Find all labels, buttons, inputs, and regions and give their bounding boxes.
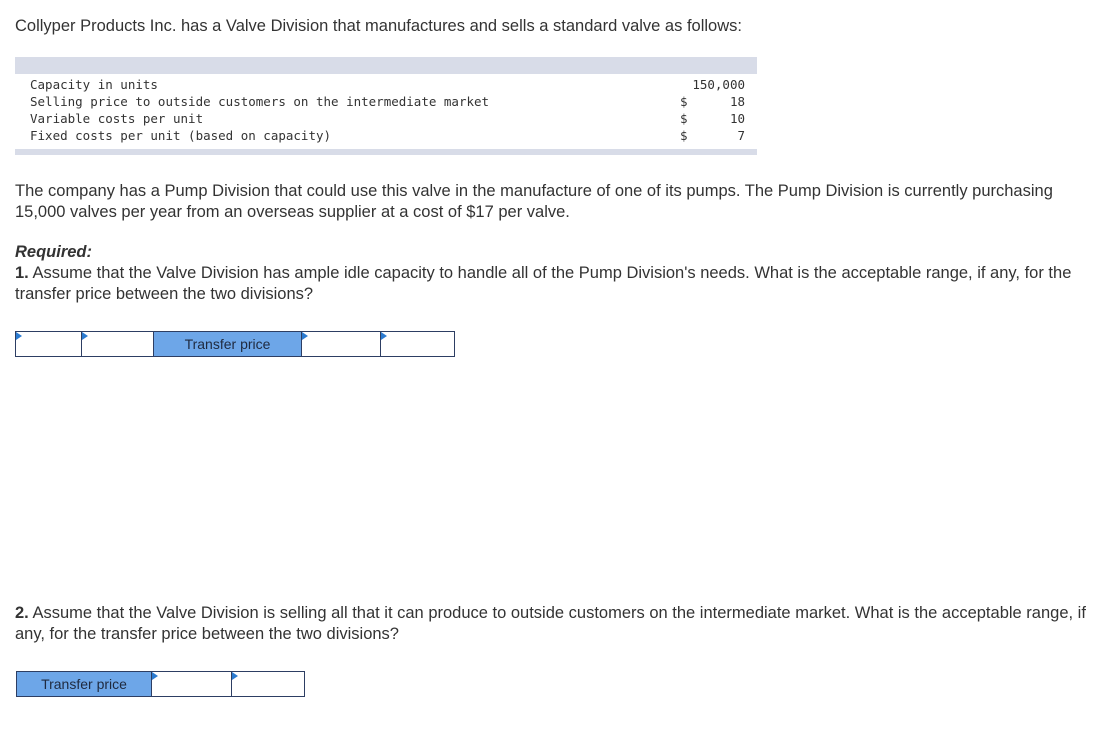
- answer-1-input-3[interactable]: [302, 332, 380, 356]
- table-rows: [15, 76, 757, 144]
- question-1-number: 1.: [15, 264, 29, 282]
- table-row: [15, 127, 757, 144]
- answer-2-condition-cell[interactable]: [151, 671, 232, 697]
- answer-1-lower-value-cell[interactable]: [81, 331, 154, 357]
- table-row: [15, 110, 757, 127]
- row-currency: $: [680, 111, 688, 126]
- answer-2-row: [16, 671, 305, 697]
- question-1-text: Assume that the Valve Division has ample idle capacity to handle all of the Pump Division's needs. What is the acceptable range, if any, for the transfer price between the two divisions?: [15, 264, 1072, 303]
- answer-2-input-1[interactable]: [152, 672, 231, 696]
- answer-1-input-2[interactable]: [82, 332, 153, 356]
- table-bottom-band: [15, 149, 757, 155]
- answer-1-row: [15, 331, 455, 357]
- answer-2-input-2[interactable]: [232, 672, 304, 696]
- row-currency: $: [680, 128, 688, 143]
- question-2-number: 2.: [15, 604, 29, 622]
- row-label: Selling price to outside customers on the intermediate market: [30, 94, 490, 109]
- answer-1-upper-condition-cell[interactable]: [301, 331, 381, 357]
- question-2-text: Assume that the Valve Division is selling all that it can produce to outside customers on the intermediate market. What is the acceptable range, if any, for the transfer price between the two divisions?: [15, 604, 1086, 643]
- row-value: 18: [729, 94, 745, 109]
- row-label: Capacity in units: [30, 77, 158, 92]
- transfer-price-label: Transfer price: [153, 331, 302, 357]
- question-1: [15, 263, 1090, 305]
- table-top-band: [15, 57, 757, 74]
- row-value: 150,000: [692, 77, 745, 92]
- valve-data-table: [15, 57, 757, 155]
- question-2: [15, 603, 1090, 645]
- row-currency: $: [680, 94, 688, 109]
- answer-1-lower-condition-cell[interactable]: [15, 331, 82, 357]
- row-label: Variable costs per unit: [30, 111, 204, 126]
- answer-1-upper-value-cell[interactable]: [380, 331, 455, 357]
- intro-text: Collyper Products Inc. has a Valve Division that manufactures and sells a standard valve as follows:: [15, 17, 742, 35]
- answer-1-input-4[interactable]: [381, 332, 454, 356]
- row-value: 10: [729, 111, 745, 126]
- paragraph-pump-division: The company has a Pump Division that could use this valve in the manufacture of one of its pumps. The Pump Division is currently purchasing 15,000 valves per year from an overseas supplier at a cost of $17 per valve.: [15, 182, 1053, 221]
- transfer-price-label: Transfer price: [16, 671, 152, 697]
- row-value: 7: [737, 128, 745, 143]
- required-title: Required:: [15, 243, 93, 261]
- row-label: Fixed costs per unit (based on capacity): [30, 128, 332, 143]
- answer-1-input-1[interactable]: [16, 332, 81, 356]
- table-row: [15, 76, 757, 93]
- table-row: [15, 93, 757, 110]
- answer-2-value-cell[interactable]: [231, 671, 305, 697]
- required-section: [15, 242, 1090, 305]
